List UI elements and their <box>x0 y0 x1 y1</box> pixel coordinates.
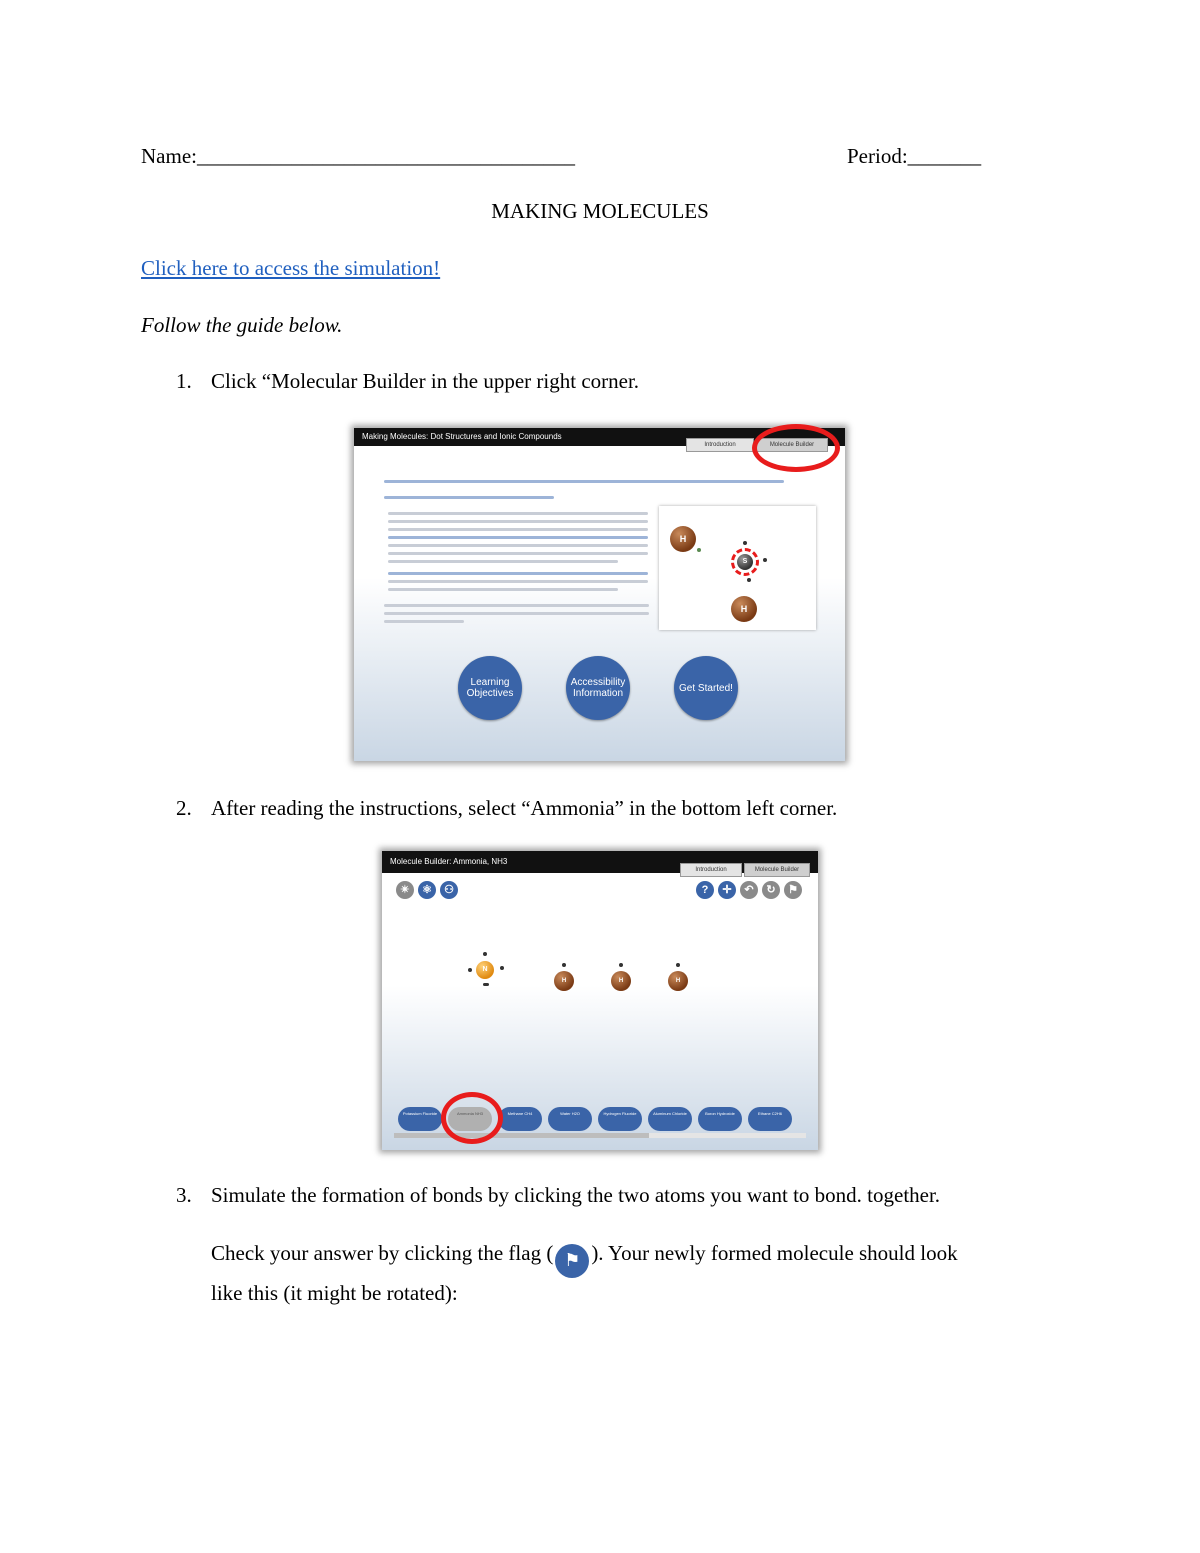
guide-intro: Follow the guide below. <box>141 313 343 337</box>
help-icon[interactable]: ? <box>696 881 714 899</box>
step-3-text: Simulate the formation of bonds by clicking the two atoms you want to bond. together. <box>211 1183 941 1207</box>
intro-text-line <box>384 620 464 623</box>
intro-text-line <box>388 528 648 531</box>
intro-text-line <box>388 560 618 563</box>
intro-text-line <box>384 604 649 607</box>
atom-h-1: H <box>670 526 696 552</box>
electron-dot <box>483 952 487 956</box>
get-started-button[interactable]: Get Started! <box>674 656 738 720</box>
undo-icon[interactable]: ↶ <box>740 881 758 899</box>
molecule-button[interactable]: Hydrogen Fluoride <box>598 1107 642 1131</box>
electron-dot <box>562 963 566 967</box>
electron-dot <box>697 548 701 552</box>
intro-text-line <box>384 612 649 615</box>
tab-introduction[interactable]: Introduction <box>686 438 754 452</box>
step-1-text: Click “Molecular Builder in the upper right corner. <box>211 369 640 393</box>
electron-dot <box>743 541 747 545</box>
electron-dot <box>747 578 751 582</box>
tab-molecule-builder[interactable]: Molecule Builder <box>756 438 828 452</box>
check-text-after: ). Your newly formed molecule should look <box>591 1241 958 1265</box>
flag-icon: ⚑ <box>555 1244 589 1278</box>
period-field <box>847 144 981 169</box>
molecule-button[interactable]: Ethane C2H6 <box>748 1107 792 1131</box>
intro-text-line <box>388 580 648 583</box>
preview-panel <box>659 506 816 630</box>
highlight-circle <box>752 424 840 472</box>
period-blank[interactable]: _______ <box>907 144 982 168</box>
atom-h-2[interactable]: H <box>611 971 631 991</box>
period-label: Period: <box>847 144 908 168</box>
learning-objectives-button[interactable]: Learning Objectives <box>458 656 522 720</box>
electron-dot <box>468 968 472 972</box>
intro-text-line <box>388 552 648 555</box>
screenshot-intro <box>354 428 845 761</box>
move-icon[interactable]: ✛ <box>718 881 736 899</box>
atom-s[interactable]: S <box>737 554 753 570</box>
screenshot-intro-title: Making Molecules: Dot Structures and Ionic Compounds <box>354 428 845 446</box>
simulation-link[interactable]: Click here to access the simulation! <box>141 256 441 280</box>
tab-introduction[interactable]: Introduction <box>680 863 742 877</box>
tab-molecule-builder[interactable]: Molecule Builder <box>744 863 810 877</box>
molecule-button[interactable]: Boron Hydroxide <box>698 1107 742 1131</box>
check-text-before: Check your answer by clicking the flag ( <box>211 1241 554 1265</box>
atom-h-2: H <box>731 596 757 622</box>
highlight-circle <box>441 1092 503 1144</box>
name-field <box>141 144 575 169</box>
molecule-tool-icon[interactable]: ⚇ <box>440 881 458 899</box>
intro-text-line <box>384 480 784 483</box>
step-2-text: After reading the instructions, select “Ammonia” in the bottom left corner. <box>211 796 838 820</box>
molecule-button[interactable]: Methane CH4 <box>498 1107 542 1131</box>
molecule-button[interactable]: Potassium Fluoride <box>398 1107 442 1131</box>
intro-text-line <box>384 496 554 499</box>
molecule-button[interactable]: Aluminum Chloride <box>648 1107 692 1131</box>
redo-icon[interactable]: ↻ <box>762 881 780 899</box>
intro-text-line <box>388 520 648 523</box>
name-blank[interactable]: ____________________________________ <box>196 144 575 168</box>
step-3-number: 3. <box>176 1183 192 1207</box>
step-3-check-line <box>211 1241 958 1278</box>
molecule-button-ammonia[interactable]: Ammonia NH3 <box>448 1107 492 1131</box>
accessibility-information-button[interactable]: Accessibility Information <box>566 656 630 720</box>
bond-tool-icon[interactable]: ✴ <box>396 881 414 899</box>
intro-text-line <box>388 536 648 539</box>
electron-dot <box>500 966 504 970</box>
atom-h-3[interactable]: H <box>668 971 688 991</box>
step-3-line2: like this (it might be rotated): <box>211 1281 458 1305</box>
intro-text-line <box>388 588 618 591</box>
atom-h-1[interactable]: H <box>554 971 574 991</box>
atom-tool-icon[interactable]: ⚛ <box>418 881 436 899</box>
atom-n[interactable]: N <box>476 961 494 979</box>
intro-text-line <box>388 572 648 575</box>
electron-dot <box>619 963 623 967</box>
screenshot-builder-title: Molecule Builder: Ammonia, NH3 <box>382 851 818 873</box>
scrollbar-thumb[interactable] <box>394 1133 649 1138</box>
page-title: MAKING MOLECULES <box>491 199 709 223</box>
intro-text-line <box>388 544 648 547</box>
flag-icon[interactable]: ⚑ <box>784 881 802 899</box>
electron-dot <box>483 983 489 986</box>
molecule-button[interactable]: Water H2O <box>548 1107 592 1131</box>
step-1-number: 1. <box>176 369 192 393</box>
step-2-number: 2. <box>176 796 192 820</box>
electron-dot <box>676 963 680 967</box>
intro-text-line <box>388 512 648 515</box>
name-label: Name: <box>141 144 197 168</box>
electron-dot <box>763 558 767 562</box>
